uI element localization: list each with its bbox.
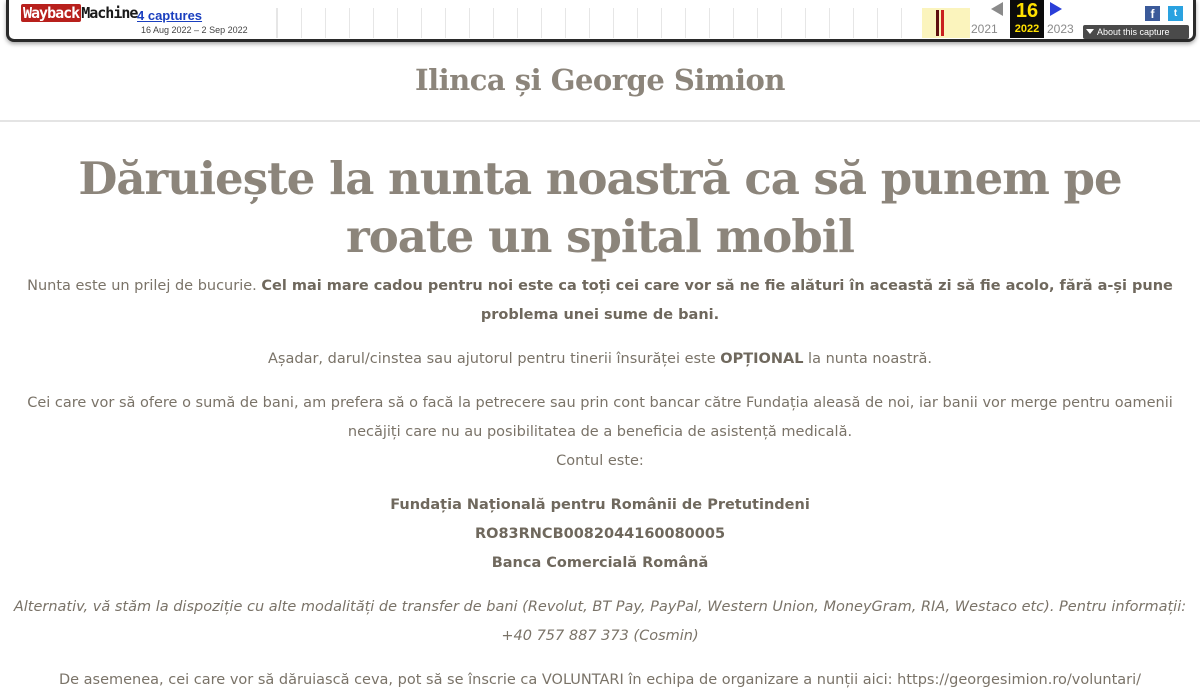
wayback-logo[interactable]	[21, 2, 138, 24]
optional-bold: OPȚIONAL	[720, 351, 804, 367]
account-name: Fundația Națională pentru Românii de Pretutindeni	[390, 497, 810, 513]
account-intro: Contul este:	[556, 453, 644, 469]
wayback-toolbar	[6, 0, 1196, 42]
intro-paragraph	[0, 272, 1200, 330]
page-headline: Dăruiește la nunta noastră ca să punem pe roate un spital mobil	[78, 152, 1122, 263]
site-title[interactable]: Ilinca și George Simion	[415, 63, 785, 97]
about-capture-label: About this capture	[1097, 27, 1170, 37]
facebook-share-icon[interactable]: f	[1145, 6, 1160, 21]
intro-bold-text: Cel mai mare cadou pentru noi este ca toți cei care vor să ne fie alături în această zi să fie acolo, fără a-și pune problema unei sume de bani.	[261, 278, 1173, 323]
about-capture-button[interactable]	[1083, 25, 1189, 39]
timeline-current-year-band	[922, 8, 970, 38]
capture-date-range: 16 Aug 2022 – 2 Sep 2022	[141, 25, 248, 35]
next-capture-arrow-icon[interactable]	[1050, 2, 1062, 16]
optional-paragraph	[0, 345, 1200, 374]
caret-down-icon	[1086, 29, 1094, 34]
wayback-logo-part2: Machine	[81, 4, 138, 22]
optional-text-before: Așadar, darul/cinstea sau ajutorul pentru tinerii însurăței este	[268, 351, 721, 367]
current-capture-date	[1010, 0, 1044, 38]
donation-paragraph: Cei care vor să ofere o sumă de bani, am prefera să o facă la petrecere sau prin cont bancar către Fundația aleasă de noi, iar banii vor merge pentru oamenii necăjiți care nu au posibilitatea de a beneficia de asistență medicală.	[27, 395, 1173, 440]
main-content	[0, 150, 1200, 695]
account-details	[0, 491, 1200, 578]
twitter-share-icon[interactable]: t	[1168, 6, 1183, 21]
volunteer-paragraph: De asemenea, cei care vor să dăruiască ceva, pot să se înscrie ca VOLUNTARI în echipa de organizare a nunții aici: https://georgesimion.ro/voluntari/	[58, 672, 1142, 688]
current-year: 2022	[1014, 23, 1040, 35]
account-bank: Banca Comercială Română	[491, 555, 709, 571]
captures-link[interactable]: 4 captures	[137, 8, 203, 23]
alternative-paragraph: Alternativ, vă stăm la dispoziție cu alte modalități de transfer de bani (Revolut, BT Pay, PayPal, Western Union, MoneyGram, RIA, Westaco etc). Pentru informații: +40 757 887 373 (Cosmin)	[13, 599, 1187, 644]
current-day: 16	[1015, 0, 1039, 22]
site-header	[0, 44, 1200, 122]
intro-text: Nunta este un prilej de bucurie.	[27, 278, 262, 294]
year-next[interactable]: 2023	[1047, 22, 1074, 36]
account-iban: RO83RNCB0082044160080005	[474, 526, 726, 542]
wayback-logo-part1: Wayback	[23, 4, 80, 22]
optional-text-after: la nunta noastră.	[803, 351, 932, 367]
capture-timeline[interactable]	[276, 8, 972, 38]
prev-capture-arrow-icon[interactable]	[991, 2, 1003, 16]
timeline-capture-mark-active[interactable]	[941, 10, 944, 36]
year-prev[interactable]: 2021	[971, 22, 998, 36]
timeline-capture-mark[interactable]	[936, 10, 939, 36]
